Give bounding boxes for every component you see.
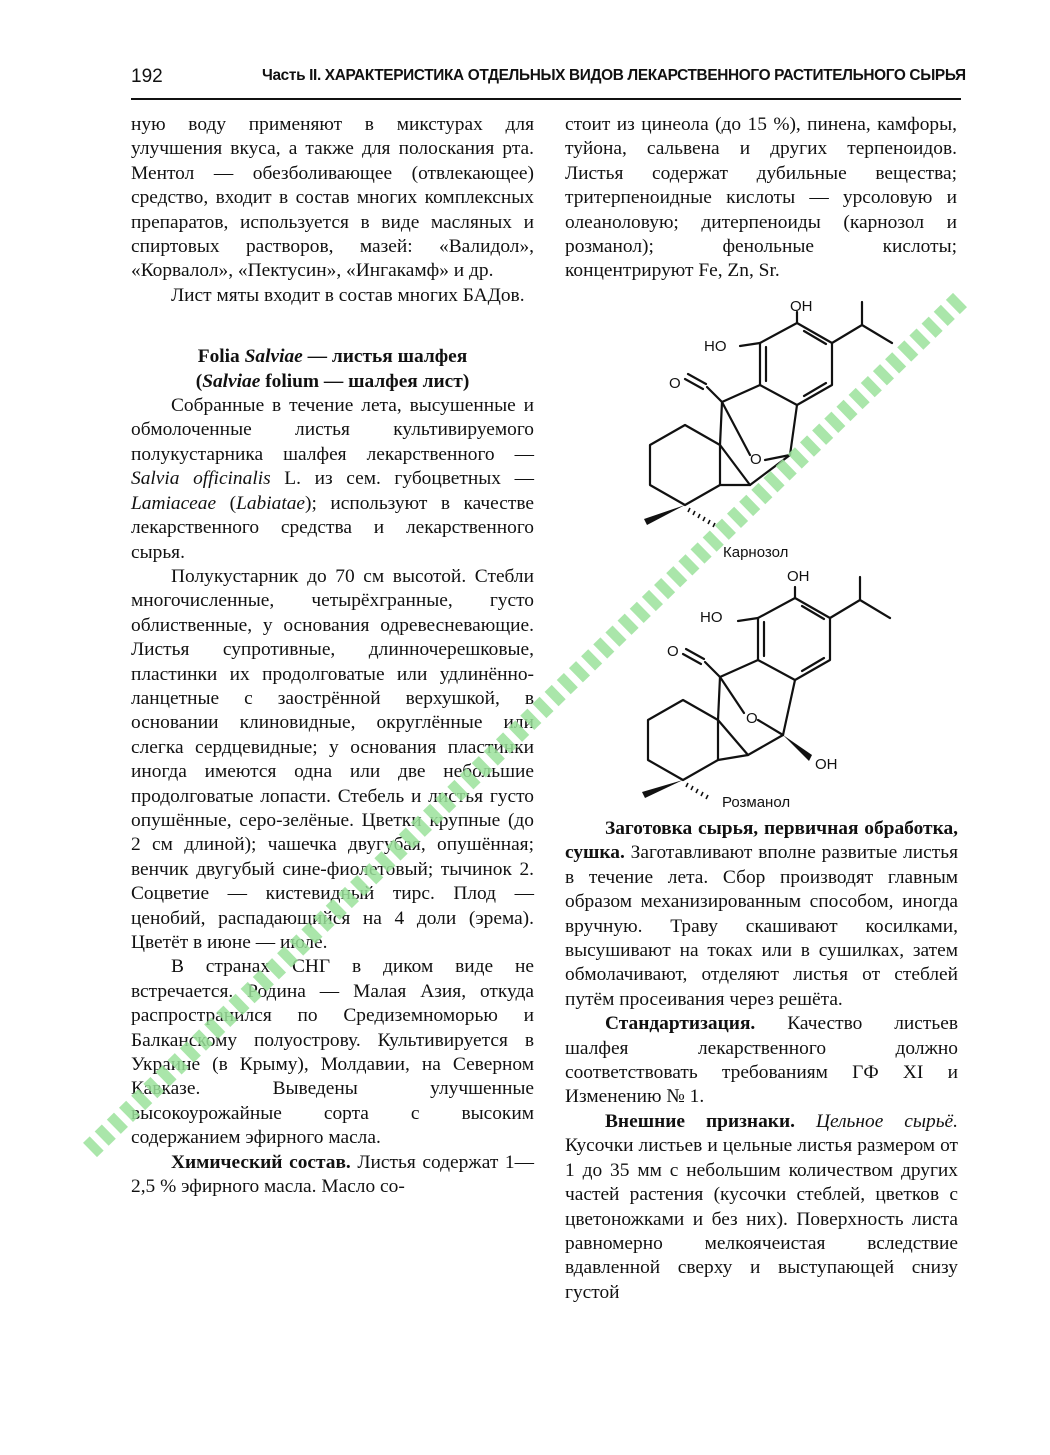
carnosol-ring-o-label: O [750,451,762,468]
paragraph-mint-bads: Лист мяты входит в состав многих БАДов. [171,284,525,306]
rosmanol-caption: Розманол [722,794,791,811]
right-column-bottom [565,817,958,1305]
carnosol-caption: Карнозол [723,544,789,561]
paragraph-morphology: Полукустарник до 70 см высотой. Стебли многочисленные, четырёхгранные, густо облиственные, у основания одревесневающие. Листья супротивные, длинночерешковые, пластинки их продолговатые или удлинённо-ланцетные с заострённой верхушкой, в основании клиновидные, округлённые или слегка сердцевидные; у основания пластинки иногда имеются одна или две небольшие продолговатые лопасти. Стебель и листья густо опушённые, серо-зелёные. Цветки крупные (до 2 см длиной); чашечка двугубая, опушённая; венчик двугубый сине-фиолетовый; тычинок 2. Соцветие — кистевидный тирс. Плод — ценобий, распадающийся на 4 доли (эрема). Цветёт в июне — июле. [131,565,534,953]
carnosol-structure [600,290,920,540]
header-rule [131,98,961,100]
carnosol-oh-label: OH [790,298,813,315]
paragraph-harvesting: Заготовка сырья, первичная обработка, сушка. Заготавливают вполне развитые листья в течение лета. Сбор производят главным образом механизированным способом, иногда вручную. Траву скашивают косилками, высушивают на токах или в сушилках, затем обмолачивают, отделяют листья от стеблей путём просеивания через решёта. [565,818,958,1010]
paragraph-external-features: Внешние признаки. Цельное сырьё. Кусочки листьев и цельные листья размером от 1 до 35 мм с небольшим количеством других частей растения (кусочки стеблей, цветков с цветоножками и без них). Поверхность листа равномерно мелкоячеистая вследствие вдавленной сверху и выступающей снизу густой [565,1110,958,1303]
right-column-top [565,113,957,284]
chemistry-lead: Химический состав. [171,1151,351,1173]
paragraph-standardization: Стандартизация. Качество листьев шалфея лекарственного должно соответствовать требованиям ГФ XI и Изменению № 1. [565,1013,958,1108]
rosmanol-ho-label: HO [700,609,723,626]
standardization-lead: Стандартизация. [605,1013,756,1035]
carnosol-carbonyl-o-label: O [669,375,681,392]
rosmanol-carbonyl-o-label: O [667,643,679,660]
section-title [131,345,534,394]
rosmanol-ring-o-label: O [746,710,758,727]
paragraph-mint-usage: ную воду применяют в микстурах для улучшения вкуса, а также для полоскания рта. Ментол — обезболивающее (отвлекающее) средство, входит в состав многих комплексных препаратов, используется в виде масляных и спиртовых растворов, мазей: «Валидол», «Корвалол», «Пектусин», «Ингакамф» и др. [131,114,534,282]
rosmanol-structure [617,565,937,800]
carnosol-ho-label: HO [704,338,727,355]
paragraph-distribution: В странах СНГ в диком виде не встречается. Родина — Малая Азия, откуда распространился по Средиземноморью и Балканскому полуострову. Культивируется в Украине (в Крыму), Молдавии, на Северном Кавказе. Выведены улучшенные высокоурожайные сорта с высоким содержанием эфирного масла. [131,956,534,1149]
harvesting-lead: Заготовка сырья, первичная обработка, сушка. [565,818,958,864]
external-features-lead: Внешние признаки. [605,1110,795,1132]
page-number: 192 [131,66,163,87]
paragraph-chemistry: Химический состав. Листья содержат 1—2,5 % эфирного масла. Масло со- [131,1151,534,1198]
running-title: Часть II. ХАРАКТЕРИСТИКА ОТДЕЛЬНЫХ ВИДОВ ЛЕКАРСТВЕННОГО РАСТИТЕЛЬНОГО СЫРЬЯ [262,67,966,84]
left-column [131,113,534,1199]
paragraph-chemistry-continued: стоит из цинеола (до 15 %), пинена, камфоры, туйона, сальвена и других терпеноидов. Листья содержат дубильные вещества; тритерпеноидные кислоты — урсоловую и олеаноловую; дитерпеноиды (карнозол и розманол); фенольные кислоты; концентрируют Fe, Zn, Sr. [565,114,957,282]
section-title-line-2: (Salviae folium — шалфея лист) [195,370,470,392]
paragraph-definition: Собранные в течение лета, высушенные и обмолоченные листья культивируемого полукустарника шалфея лекарственного — Salvia officinalis L. из сем. губоцветных — Lamiaceae (Labiatae); используют в качестве лекарственного средства и лекарственного сырья. [131,395,535,563]
section-title-line-1: Folia Salviae — листья шалфея [197,346,468,368]
rosmanol-oh-label: OH [787,568,810,585]
rosmanol-oh2-label: OH [815,756,838,773]
